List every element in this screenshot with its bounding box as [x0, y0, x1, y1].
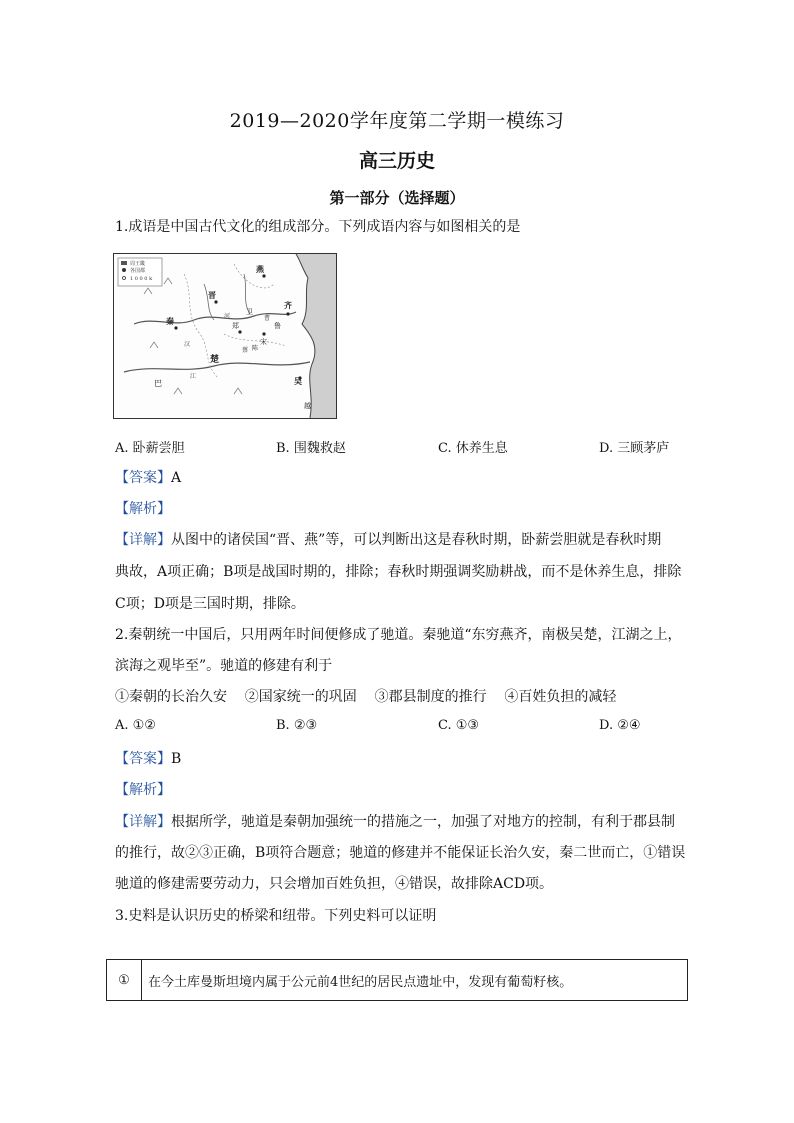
map-label-han: 汉 — [184, 341, 191, 348]
q1-answer-label: 【答案】 — [115, 470, 171, 486]
q2-answer-label: 【答案】 — [115, 751, 171, 767]
q1-option-a: A. 卧薪尝胆 — [115, 441, 185, 456]
q1-detail-line-3: C项；D项是三国时期，排除。 — [115, 596, 305, 612]
map-label-zheng: 郑 — [232, 322, 239, 330]
map-label-yue: 越 — [304, 402, 311, 410]
question-3-stem: 3.史料是认识历史的桥梁和纽带。下列史料可以证明 — [115, 908, 437, 924]
q2-option-c: C. ①③ — [438, 718, 480, 733]
q2-detail-label: 【详解】 — [115, 814, 171, 830]
question-2-stem-1: 2.秦朝统一中国后，只用两年时间便修成了驰道。秦驰道“东穷燕齐，南极吴楚，江湖之上， — [115, 627, 682, 643]
q1-option-b: B. 围魏救赵 — [276, 441, 346, 456]
q2-detail-line-2: 的推行，故②③正确，B项符合题意；驰道的修建并不能保证长治久安，秦二世而亡，①错误 — [115, 845, 686, 861]
source-table — [106, 959, 688, 1001]
q1-detail-line-2: 典故，A项正确；B项是战国时期的，排除；春秋时期强调奖励耕战，而不是休养生息，排除 — [115, 564, 682, 580]
q1-option-c: C. 休养生息 — [438, 441, 508, 456]
q2-option-b: B. ②③ — [276, 718, 318, 733]
spring-autumn-map — [113, 253, 337, 419]
map-label-song: 宋 — [260, 338, 267, 346]
q1-option-d: D. 三顾茅庐 — [599, 441, 670, 456]
map-label-jiang: 江 — [190, 373, 197, 380]
map-label-lu: 鲁 — [274, 322, 281, 330]
map-label-qi: 齐 — [284, 300, 292, 310]
question-1-stem: 1.成语是中国古代文化的组成部分。下列成语内容与如图相关的是 — [115, 219, 521, 235]
map-label-he: 河 — [224, 313, 231, 320]
q1-detail-line-1 — [115, 529, 661, 549]
q1-answer-value: A — [171, 470, 182, 486]
q2-detail-line-3: 驰道的修建需要劳动力，只会增加百姓负担，④错误，故排除ACD项。 — [115, 876, 554, 892]
map-label-chen: 陈 — [252, 345, 259, 352]
map-label-jin: 晋 — [208, 290, 216, 300]
table-row — [107, 960, 688, 1001]
map-label-wu: 吴 — [294, 376, 302, 386]
q2-analysis-label: 【解析】 — [115, 782, 171, 798]
q1-analysis-label: 【解析】 — [115, 501, 171, 517]
q1-detail-label: 【详解】 — [115, 532, 171, 548]
map-image — [114, 254, 336, 418]
q2-option-a: A. ①② — [115, 718, 156, 733]
q2-detail-line-1 — [115, 811, 675, 831]
legend-2: 各国都 — [130, 268, 146, 274]
map-label-ba: 巴 — [154, 379, 162, 388]
question-2-statements: ①秦朝的长治久安 ②国家统一的巩固 ③郡县制度的推行 ④百姓负担的减轻 — [115, 689, 617, 705]
legend-3: 1 0 0 0 k — [130, 276, 153, 282]
map-label-yan: 燕 — [256, 264, 264, 274]
q1-answer — [115, 467, 181, 487]
section-heading: 第一部分（选择题） — [329, 189, 465, 207]
q2-answer-value: B — [171, 751, 182, 767]
legend-1: 周王畿 — [130, 261, 146, 267]
q2-answer — [115, 748, 181, 768]
table-cell-num: ① — [107, 960, 142, 1001]
document-title: 2019—2020学年度第二学期一模练习 — [229, 110, 565, 132]
map-label-cai: 蔡 — [242, 347, 249, 354]
table-cell-text: 在今土库曼斯坦境内属于公元前4世纪的居民点遗址中，发现有葡萄籽核。 — [142, 960, 688, 1001]
question-2-stem-2: 滨海之观毕至”。驰道的修建有利于 — [115, 658, 333, 674]
q1-detail-text-1: 从图中的诸侯国“晋、燕”等，可以判断出这是春秋时期，卧薪尝胆就是春秋时期 — [171, 532, 662, 548]
map-label-qin: 秦 — [166, 316, 174, 326]
q2-option-d: D. ②④ — [599, 718, 641, 733]
map-label-wei: 卫 — [246, 308, 253, 316]
q2-detail-text-1: 根据所学，驰道是秦朝加强统一的措施之一，加强了对地方的控制，有利于郡县制 — [171, 814, 675, 830]
map-label-cao: 曹 — [264, 315, 271, 322]
document-subtitle: 高三历史 — [358, 150, 435, 172]
map-label-chu: 楚 — [210, 355, 220, 365]
